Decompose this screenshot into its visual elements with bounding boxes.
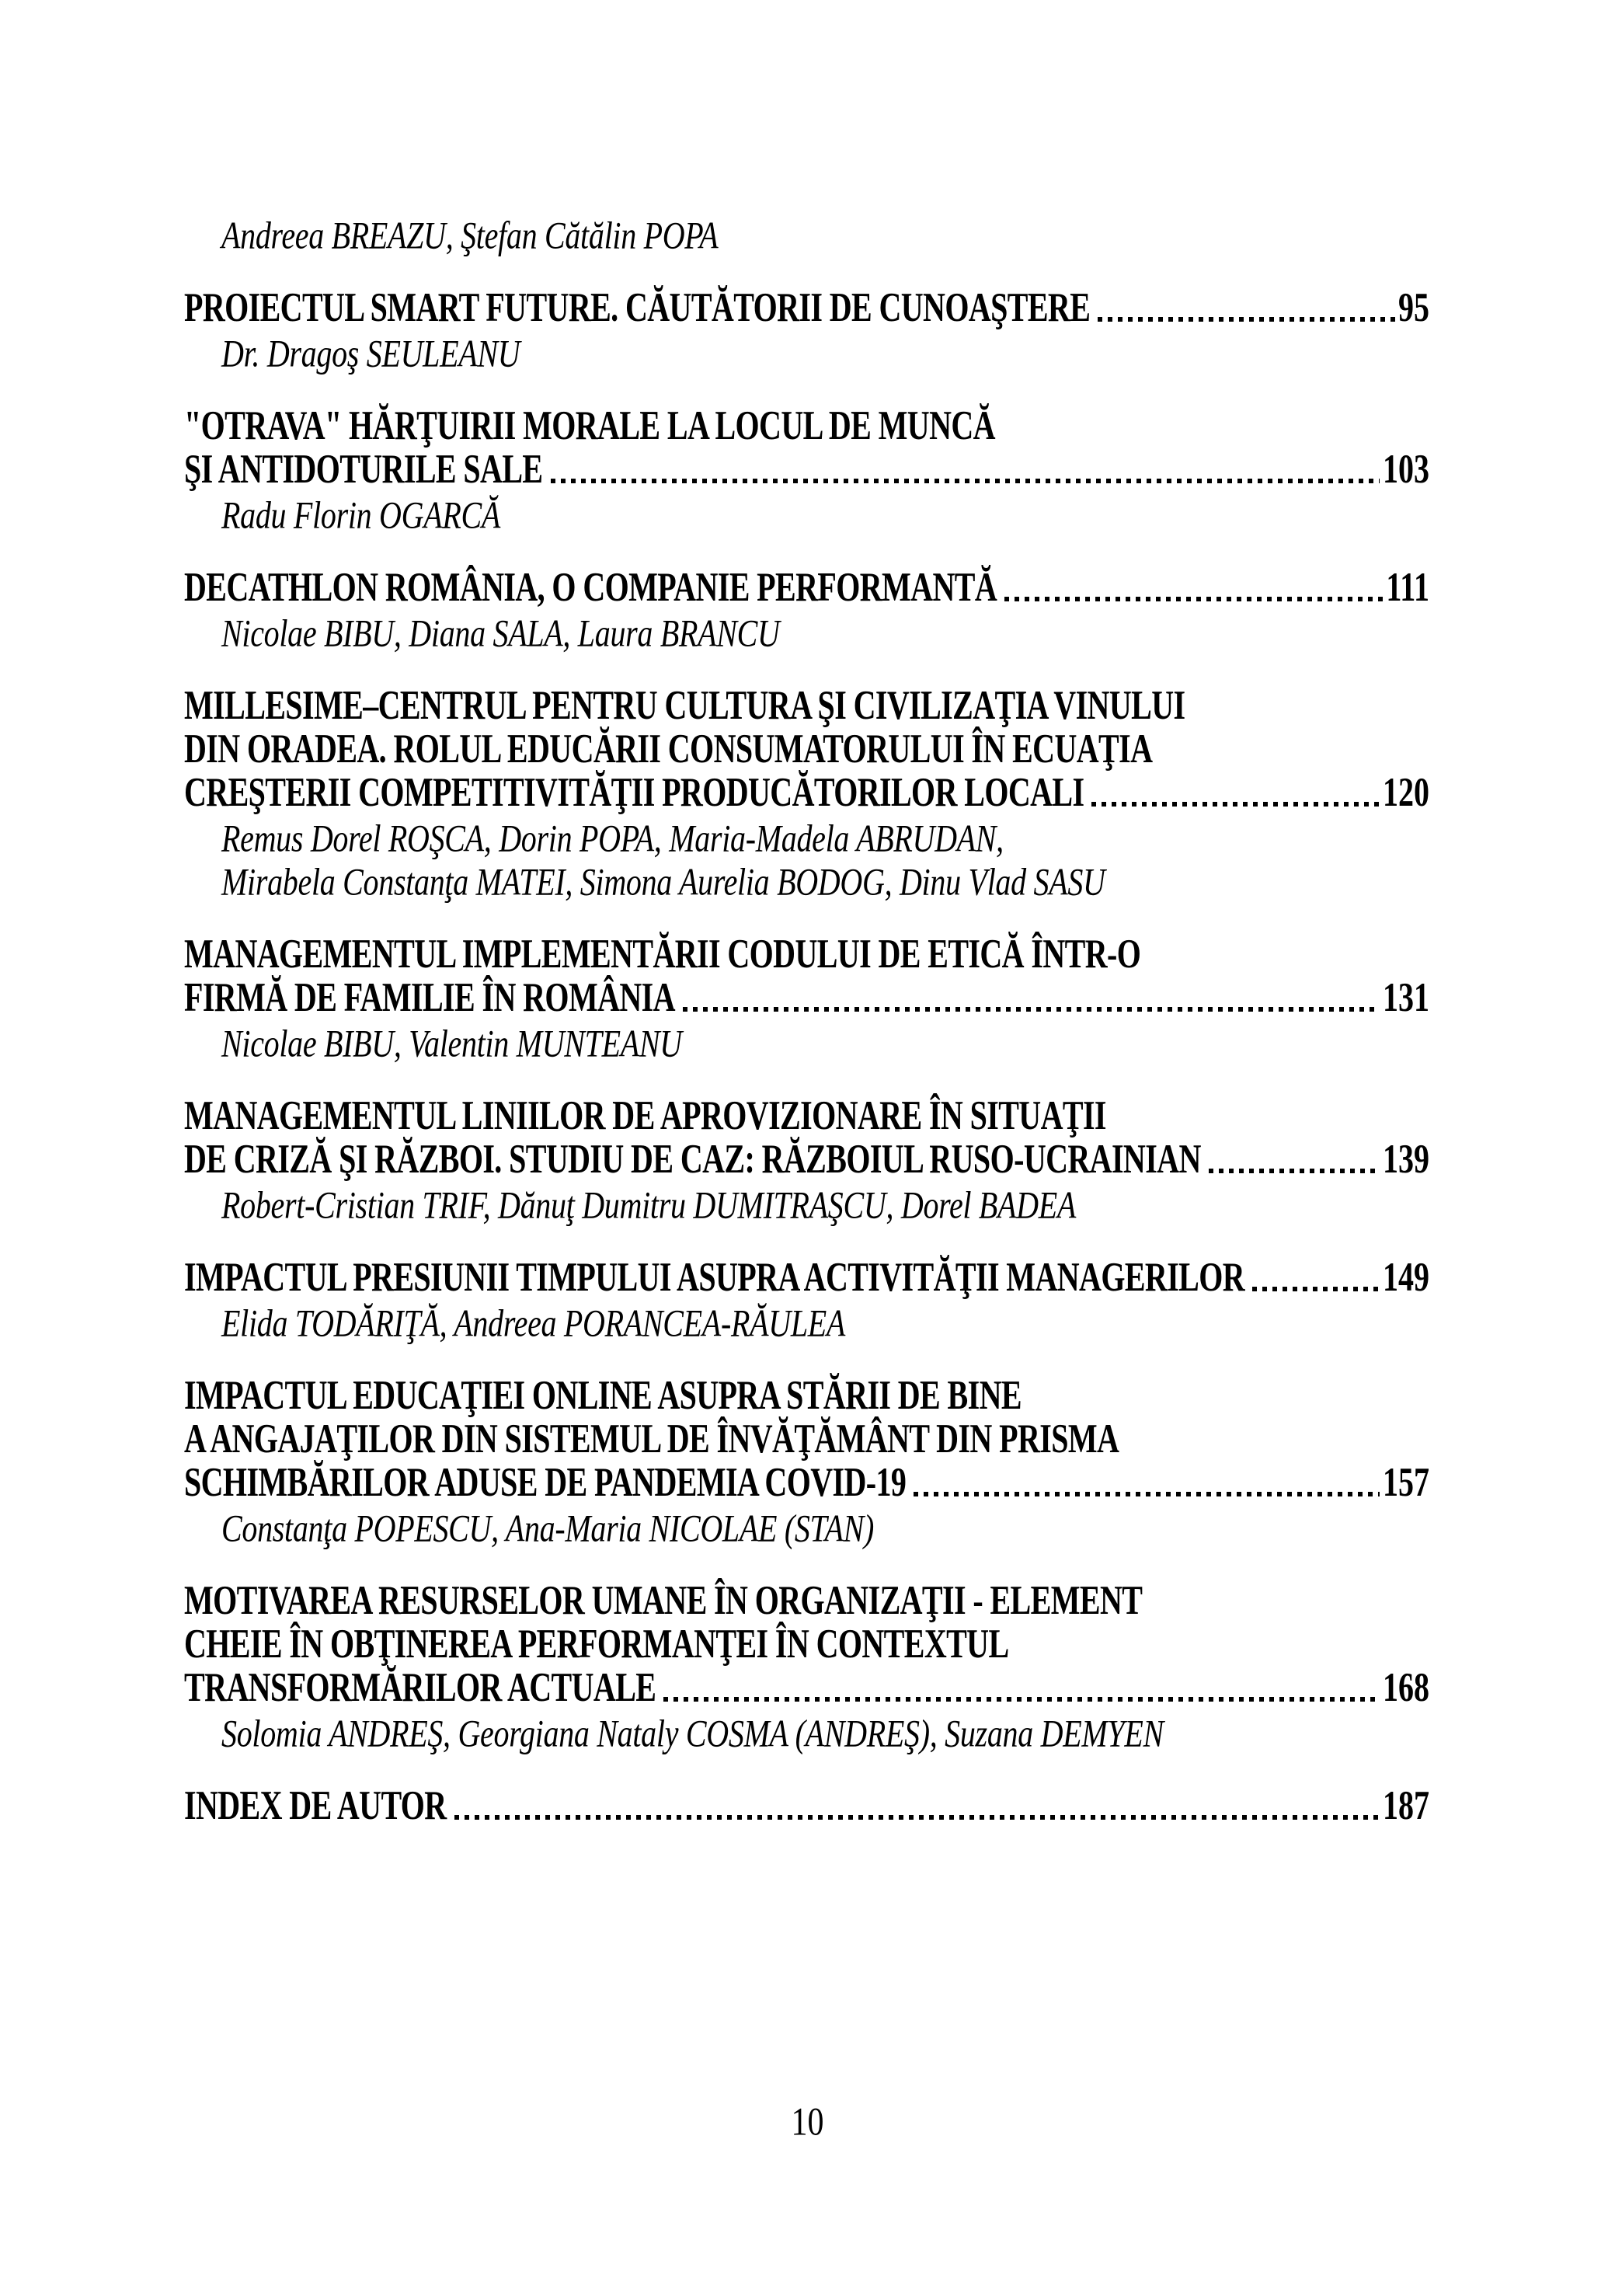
toc-title-line [184, 768, 1429, 816]
toc-entry-authors [184, 1712, 1429, 1755]
toc-page-number: 111 [1386, 563, 1429, 611]
toc-page-number: 139 [1383, 1135, 1429, 1183]
toc-title-text: FIRMĂ DE FAMILIE ÎN ROMÂNIA [184, 974, 675, 1021]
toc-entry-authors [184, 817, 1429, 904]
toc-page-number: 149 [1383, 1253, 1429, 1301]
toc-title-text: IMPACTUL EDUCAŢIEI ONLINE ASUPRA STĂRII DE BINE [184, 1371, 1022, 1419]
toc-entry-authors [184, 493, 1429, 537]
toc-author-text: Solomia ANDREŞ, Georgiana Nataly COSMA (ANDREŞ), Suzana DEMYEN [221, 1711, 1164, 1755]
toc-entry-authors [184, 214, 1429, 257]
toc-author-line [184, 817, 1429, 860]
toc-title-text: MANAGEMENTUL IMPLEMENTĂRII CODULUI DE ETICĂ ÎNTR-O [184, 930, 1141, 977]
dot-leader [1091, 802, 1380, 807]
toc-title-text: INDEX DE AUTOR [184, 1782, 447, 1829]
dot-leader [1209, 1169, 1380, 1173]
toc-author-text: Robert-Cristian TRIF, Dănuţ Dumitru DUMITRAŞCU, Dorel BADEA [221, 1183, 1077, 1227]
toc-author-text: Nicolae BIBU, Diana SALA, Laura BRANCU [221, 611, 780, 655]
toc-title-text: MANAGEMENTUL LINIILOR DE APROVIZIONARE ÎN SITUAŢII [184, 1092, 1106, 1139]
toc-title-text: MILLESIME–CENTRUL PENTRU CULTURA ŞI CIVILIZAŢIA VINULUI [184, 681, 1185, 729]
toc-title-text: TRANSFORMĂRILOR ACTUALE [184, 1664, 656, 1711]
dot-leader [663, 1697, 1380, 1702]
toc-title-text: "OTRAVA" HĂRŢUIRII MORALE LA LOCUL DE MUNCĂ [184, 402, 995, 449]
toc-title-text: DECATHLON ROMÂNIA, O COMPANIE PERFORMANTĂ [184, 563, 997, 611]
toc-entry-authors [184, 1301, 1429, 1345]
toc-title-line [184, 1784, 1429, 1827]
toc-page-number: 95 [1398, 284, 1429, 331]
toc-title-text: CREŞTERII COMPETITIVITĂŢII PRODUCĂTORILOR LOCALI [184, 768, 1084, 816]
toc-author-line [184, 1507, 1429, 1550]
toc-author-line [184, 214, 1429, 257]
toc-author-line [184, 611, 1429, 655]
dot-leader [454, 1815, 1380, 1820]
toc-entry-authors [184, 1507, 1429, 1550]
toc-entry [184, 404, 1429, 537]
toc-title-text: CHEIE ÎN OBŢINEREA PERFORMANŢEI ÎN CONTEXTUL [184, 1620, 1009, 1667]
dot-leader [1252, 1287, 1380, 1291]
toc-entry [184, 1094, 1429, 1227]
toc-author-text: Dr. Dragoş SEULEANU [221, 331, 520, 375]
toc-title-text: PROIECTUL SMART FUTURE. CĂUTĂTORII DE CUNOAŞTERE [184, 284, 1091, 331]
toc-author-line [184, 1183, 1429, 1227]
dot-leader [1098, 317, 1395, 322]
toc-author-line [184, 332, 1429, 375]
toc-author-line [184, 1022, 1429, 1065]
toc-entry [184, 1579, 1429, 1755]
toc-author-text: Constanţa POPESCU, Ana-Maria NICOLAE (STAN) [221, 1506, 875, 1550]
toc-author-line [184, 493, 1429, 537]
toc-entry-authors [184, 332, 1429, 375]
toc-author-text: Radu Florin OGARCĂ [221, 493, 501, 537]
toc-author-text: Remus Dorel ROŞCA, Dorin POPA, Maria-Madela ABRUDAN, [221, 816, 1004, 860]
toc-title-line [184, 563, 1429, 611]
toc-title-text: SCHIMBĂRILOR ADUSE DE PANDEMIA COVID-19 [184, 1458, 907, 1506]
dot-leader [551, 479, 1380, 483]
toc-title-text: A ANGAJAŢILOR DIN SISTEMUL DE ÎNVĂŢĂMÂNT DIN PRISMA [184, 1415, 1119, 1462]
toc-entry [184, 1253, 1429, 1345]
toc-author-text: Mirabela Constanţa MATEI, Simona Aurelia BODOG, Dinu Vlad SASU [221, 859, 1105, 904]
toc-page-number: 168 [1383, 1664, 1429, 1711]
toc-entry [184, 681, 1429, 904]
toc-author-text: Nicolae BIBU, Valentin MUNTEANU [221, 1021, 682, 1065]
toc-entry [184, 214, 1429, 257]
toc-author-line [184, 860, 1429, 904]
toc-page-number: 131 [1383, 974, 1429, 1021]
toc-title-line [184, 286, 1429, 329]
toc-author-line [184, 1712, 1429, 1755]
toc-author-text: Elida TODĂRIŢĂ, Andreea PORANCEA-RĂULEA [221, 1301, 846, 1345]
toc-page-number: 120 [1383, 768, 1429, 816]
toc-page-number: 103 [1383, 445, 1429, 493]
toc-title-text: DE CRIZĂ ŞI RĂZBOI. STUDIU DE CAZ: RĂZBOIUL RUSO-UCRAINIAN [184, 1135, 1201, 1183]
toc-page-number: 187 [1383, 1782, 1429, 1829]
dot-leader [683, 1007, 1380, 1012]
toc-title-line [184, 1135, 1429, 1183]
toc-entry [184, 932, 1429, 1065]
toc-title-text: MOTIVAREA RESURSELOR UMANE ÎN ORGANIZAŢII - ELEMENT [184, 1577, 1143, 1624]
toc-title-text: DIN ORADEA. ROLUL EDUCĂRII CONSUMATORULUI ÎN ECUAŢIA [184, 725, 1153, 772]
toc-entry [184, 563, 1429, 655]
toc-title-text: IMPACTUL PRESIUNII TIMPULUI ASUPRA ACTIVITĂŢII MANAGERILOR [184, 1253, 1245, 1301]
toc-author-text: Andreea BREAZU, Ştefan Cătălin POPA [221, 213, 719, 257]
toc-title-line [184, 1253, 1429, 1301]
toc-entry [184, 1371, 1429, 1550]
toc-title-text: ŞI ANTIDOTURILE SALE [184, 445, 543, 493]
page-footer [0, 2101, 1615, 2144]
toc-entry [184, 286, 1429, 375]
toc-page-number: 157 [1383, 1458, 1429, 1506]
toc-entry [184, 1784, 1429, 1827]
folio-page-number: 10 [791, 2101, 824, 2144]
toc-title-line [184, 1458, 1429, 1506]
toc-author-line [184, 1301, 1429, 1345]
toc-entry-authors [184, 1022, 1429, 1065]
toc-entry-authors [184, 611, 1429, 655]
toc-entry-authors [184, 1183, 1429, 1227]
dot-leader [1004, 597, 1383, 601]
dot-leader [914, 1492, 1380, 1496]
